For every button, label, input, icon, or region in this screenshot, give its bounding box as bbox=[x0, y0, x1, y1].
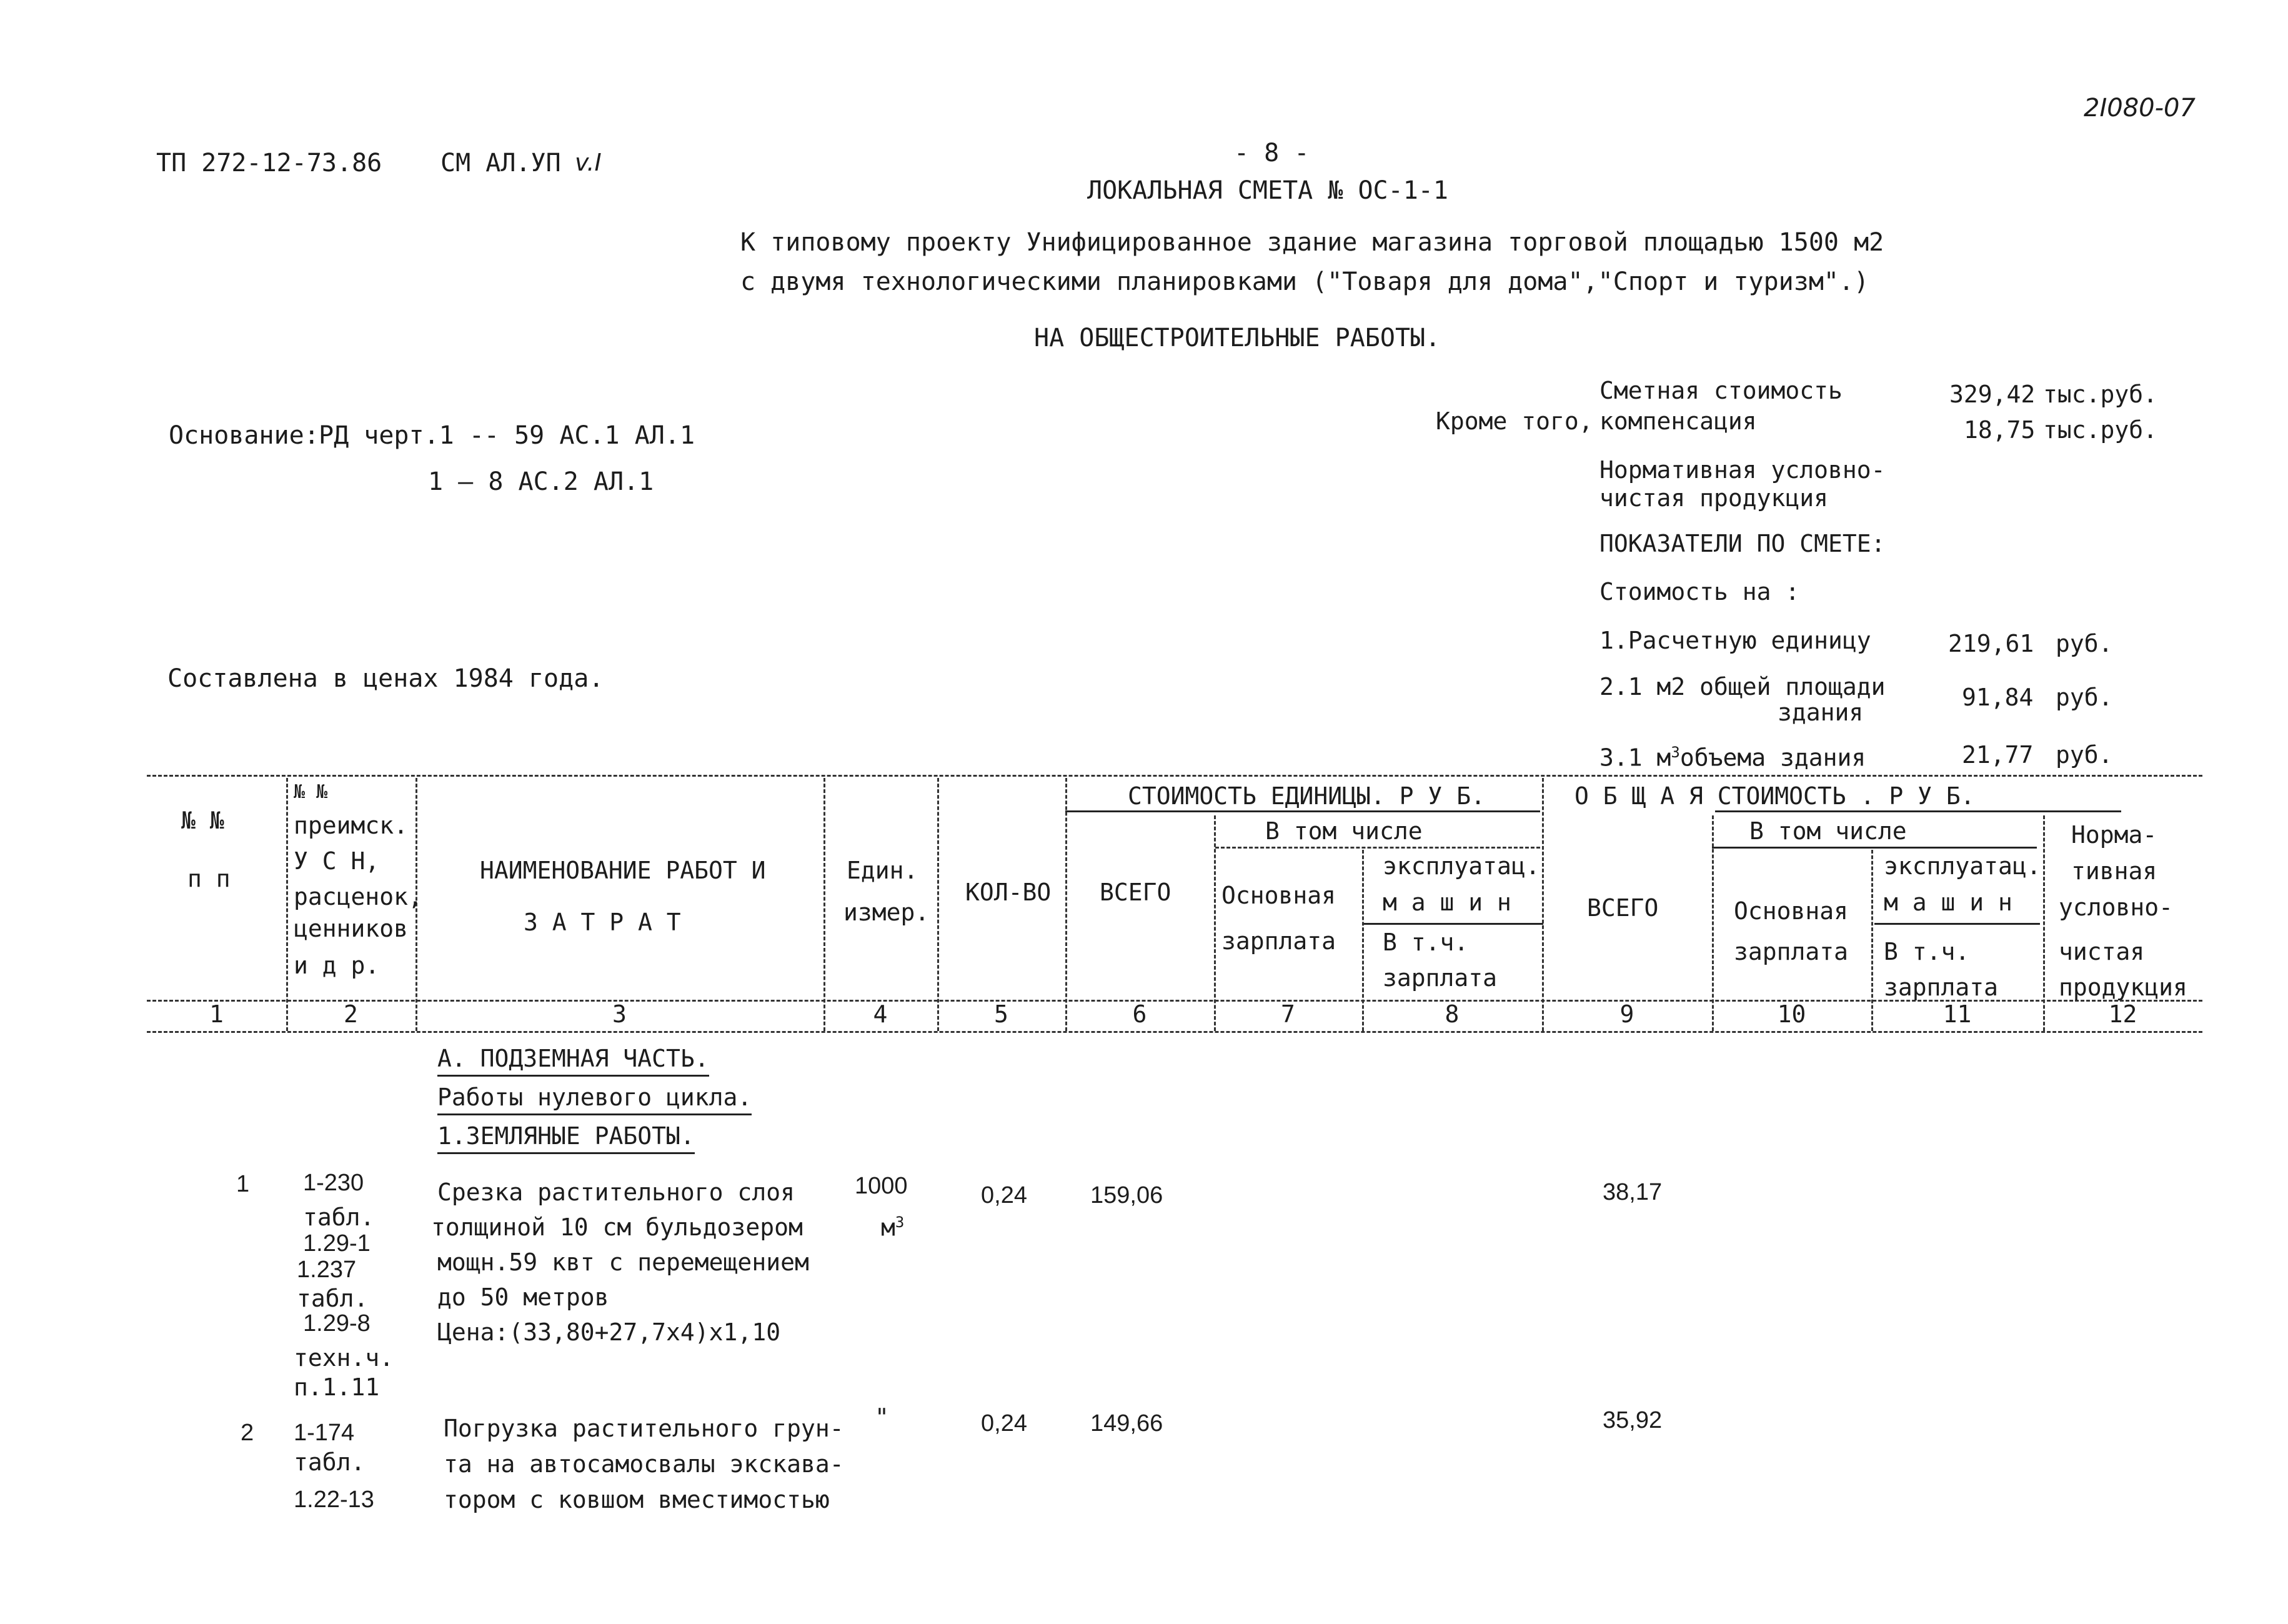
subtitle-line-2: с двумя технологическими планировками ("Товаря для дома","Спорт и туризм".) bbox=[740, 267, 1869, 296]
estimated-cost-unit: тыс.руб. bbox=[2043, 381, 2158, 408]
hdr-col11-line2: зарплата bbox=[1884, 974, 1999, 1001]
col-number-3: 3 bbox=[612, 1000, 627, 1028]
indicator-2-unit: руб. bbox=[2056, 684, 2113, 711]
hdr-col10-line2: зарплата bbox=[1734, 938, 1849, 965]
row-ref-line: 1-230 bbox=[303, 1170, 364, 1196]
indicator-3-unit: руб. bbox=[2056, 741, 2113, 769]
hdr-total-including: В том числе bbox=[1749, 817, 1907, 845]
compensation-value: 18,75 bbox=[1964, 416, 2036, 444]
col-number-4: 4 bbox=[873, 1000, 888, 1028]
col-divider-5 bbox=[1065, 778, 1067, 1031]
row-unit-sub: $м^3$ bbox=[881, 1213, 905, 1242]
hdr-col1-line1: № № bbox=[181, 807, 224, 834]
col-number-2: 2 bbox=[344, 1000, 358, 1028]
row-ref-line: 1.29-8 bbox=[303, 1310, 371, 1337]
row-unit-total: 149,66 bbox=[1090, 1410, 1163, 1437]
row-name-line: Цена:(33,80+27,7х4)х1,10 bbox=[437, 1318, 781, 1346]
hdr-machines-line2: м а ш и н bbox=[1383, 889, 1511, 916]
hdr-col3-line1: НАИМЕНОВАНИЕ РАБОТ И bbox=[480, 857, 766, 884]
hdr-col6: ВСЕГО bbox=[1100, 879, 1171, 906]
col-number-1: 1 bbox=[209, 1000, 224, 1028]
col-divider-1 bbox=[286, 778, 288, 1031]
normative-label-2: чистая продукция bbox=[1599, 484, 1829, 512]
estimated-cost-label: Сметная стоимость bbox=[1599, 377, 1843, 404]
compensation-unit: тыс.руб. bbox=[2043, 416, 2158, 444]
hdr-total-machines-line2: м а ш и н bbox=[1884, 889, 2012, 916]
row-qty: 0,24 bbox=[981, 1410, 1027, 1437]
normative-label-1: Нормативная условно- bbox=[1599, 456, 1886, 484]
hdr-col2-line4: расценок, bbox=[294, 883, 422, 910]
col-number-7: 7 bbox=[1281, 1000, 1295, 1028]
estimated-cost-value: 329,42 bbox=[1949, 381, 2036, 408]
row-name-line: мощн.59 квт с перемещением bbox=[437, 1248, 809, 1276]
row-unit: 1000 bbox=[855, 1173, 908, 1199]
besides-label: Кроме того, bbox=[1436, 407, 1593, 435]
col-number-11: 11 bbox=[1942, 1000, 1972, 1028]
prices-note: Составлена в ценах 1984 года. bbox=[167, 664, 604, 693]
document-album: СМ АЛ.УП bbox=[440, 149, 561, 177]
row-qty: 0,24 bbox=[981, 1182, 1027, 1208]
hdr-col10-line1: Основная bbox=[1734, 897, 1849, 925]
hdr-col12-line2: тивная bbox=[2071, 857, 2157, 885]
row-number: 2 bbox=[241, 1420, 254, 1446]
row-ref-line: 1.29-1 bbox=[303, 1230, 371, 1257]
page-number: - 8 - bbox=[1234, 139, 1310, 167]
indicator-3-value: 21,77 bbox=[1962, 741, 2034, 769]
document-corner-id: 2I080-07 bbox=[2084, 94, 2196, 122]
row-name-line: тором с ковшом вместимостью bbox=[444, 1486, 830, 1513]
indicators-label: ПОКАЗАТЕЛИ ПО СМЕТЕ: bbox=[1599, 530, 1886, 557]
row-ref-line: 1.237 bbox=[297, 1257, 357, 1283]
row-grand-total: 38,17 bbox=[1603, 1179, 1663, 1205]
works-title: НА ОБЩЕСТРОИТЕЛЬНЫЕ РАБОТЫ. bbox=[1034, 324, 1441, 352]
indicator-2-label-2: здания bbox=[1778, 699, 1864, 726]
hdr-col2-line1: № № bbox=[294, 781, 328, 803]
hdr-col12-line3: условно- bbox=[2059, 894, 2174, 921]
indicator-2-value: 91,84 bbox=[1962, 684, 2034, 711]
row-ref-line: техн.ч. bbox=[294, 1344, 394, 1372]
row-name-line: толщиной 10 см бульдозером bbox=[431, 1213, 803, 1241]
indicator-3-label: 3.1 $м^3объема$ здания bbox=[1599, 744, 1866, 772]
col-divider-8 bbox=[1542, 778, 1544, 1031]
hdr-col8-line1: В т.ч. bbox=[1383, 929, 1469, 956]
col-number-12: 12 bbox=[2108, 1000, 2137, 1028]
row-unit: " bbox=[875, 1403, 889, 1431]
row-grand-total: 35,92 bbox=[1603, 1407, 1663, 1433]
hdr-col11-line1: В т.ч. bbox=[1884, 938, 1970, 965]
row-ref-line: табл. bbox=[303, 1203, 375, 1231]
hdr-col2-line2: преимск. bbox=[294, 812, 409, 839]
hdr-col5: КОЛ-ВО bbox=[965, 879, 1052, 906]
row-name-line: Срезка растительного слоя bbox=[437, 1178, 795, 1206]
row-ref-line: табл. bbox=[294, 1448, 366, 1476]
hdr-col2-line5: ценников bbox=[294, 915, 409, 942]
subtitle-line-1: К типовому проекту Унифицированное здание магазина торговой площадью 1500 м2 bbox=[740, 228, 1884, 257]
section-underground: А. ПОДЗЕМНАЯ ЧАСТЬ. bbox=[437, 1045, 709, 1072]
hdr-col4-line1: Един. bbox=[847, 857, 918, 884]
hdr-total-cost-group: О Б Щ А Я СТОИМОСТЬ . Р У Б. bbox=[1574, 782, 1975, 810]
hdr-col2-line3: У С Н, bbox=[294, 847, 380, 875]
col-divider-3 bbox=[823, 778, 825, 1031]
col-number-8: 8 bbox=[1445, 1000, 1460, 1028]
basis-line-2: 1 — 8 АС.2 АЛ.1 bbox=[428, 467, 654, 496]
hdr-total-machines-line1: эксплуатац. bbox=[1884, 852, 2041, 880]
row-ref-line: п.1.11 bbox=[294, 1373, 380, 1401]
hdr-col1-line2: п п bbox=[187, 865, 231, 892]
document-code: ТП 272-12-73.86 bbox=[156, 149, 382, 177]
row-ref-line: табл. bbox=[297, 1285, 369, 1312]
hdr-col7-line1: Основная bbox=[1221, 882, 1336, 909]
section-earthworks: 1.ЗЕМЛЯНЫЕ РАБОТЫ. bbox=[437, 1122, 695, 1150]
basis-label: Основание: bbox=[169, 421, 319, 450]
page-title: ЛОКАЛЬНАЯ СМЕТА № ОС-1-1 bbox=[1087, 176, 1448, 205]
indicator-1-label: 1.Расчетную единицу bbox=[1599, 627, 1871, 654]
hdr-col2-line6: и д р. bbox=[294, 952, 380, 979]
hdr-col12-line5: продукция bbox=[2059, 974, 2187, 1001]
col-divider-4 bbox=[937, 778, 939, 1031]
hdr-col4-line2: измер. bbox=[843, 899, 930, 926]
row-name-line: та на автосамосвалы экскава- bbox=[444, 1450, 844, 1478]
row-unit-total: 159,06 bbox=[1090, 1182, 1163, 1208]
document-volume: v.I bbox=[575, 149, 602, 176]
hdr-col12-line1: Норма- bbox=[2071, 821, 2157, 849]
section-zero-cycle: Работы нулевого цикла. bbox=[437, 1083, 752, 1111]
hdr-col3-line2: З А Т Р А Т bbox=[524, 909, 681, 936]
row-name-line: до 50 метров bbox=[437, 1283, 609, 1311]
compensation-label: компенсация bbox=[1599, 407, 1757, 435]
hdr-machines-line1: эксплуатац. bbox=[1383, 852, 1540, 880]
total-machines-rule bbox=[1874, 923, 2040, 925]
row-name-line: Погрузка растительного грун- bbox=[444, 1415, 844, 1442]
hdr-col8-line2: зарплата bbox=[1383, 964, 1498, 992]
indicator-1-value: 219,61 bbox=[1948, 630, 2034, 657]
col-number-6: 6 bbox=[1132, 1000, 1147, 1028]
hdr-unit-cost-group: СТОИМОСТЬ ЕДИНИЦЫ. Р У Б. bbox=[1128, 782, 1485, 810]
table-top-rule bbox=[147, 775, 2202, 777]
row-number: 1 bbox=[236, 1171, 250, 1197]
row-ref-line: 1.22-13 bbox=[294, 1487, 374, 1513]
cost-per-label: Стоимость на : bbox=[1599, 578, 1800, 605]
row-ref-line: 1-174 bbox=[294, 1420, 355, 1446]
hdr-col7-line2: зарплата bbox=[1221, 927, 1336, 955]
hdr-col12-line4: чистая bbox=[2059, 938, 2145, 965]
basis-line-1: РД черт.1 -- 59 АС.1 АЛ.1 bbox=[319, 421, 695, 450]
indicator-2-label-1: 2.1 м2 общей площади bbox=[1599, 673, 1886, 700]
col-number-5: 5 bbox=[994, 1000, 1008, 1028]
col-number-9: 9 bbox=[1619, 1000, 1634, 1028]
col-number-10: 10 bbox=[1777, 1000, 1806, 1028]
indicator-1-unit: руб. bbox=[2056, 630, 2113, 657]
hdr-unit-including: В том числе bbox=[1265, 817, 1423, 845]
hdr-col9: ВСЕГО bbox=[1587, 894, 1659, 922]
